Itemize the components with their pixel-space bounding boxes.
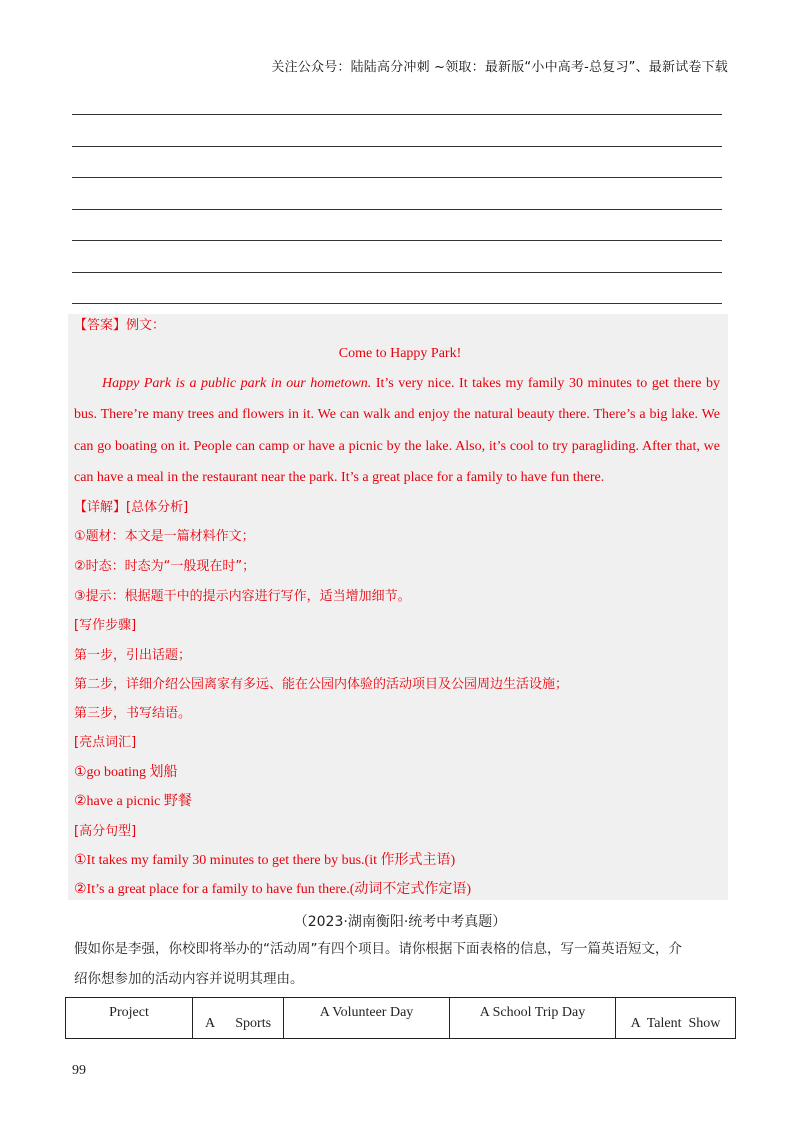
table-cell: A Volunteer Day [284, 998, 450, 1039]
analysis-point: ②时态：时态为“一般现在时”； [74, 559, 256, 574]
sentence-label: [高分句型] [74, 824, 137, 839]
vocab-item: ①go boating 划船 [74, 765, 178, 780]
writing-step: 第一步，引出话题； [74, 648, 192, 663]
essay-italic-sentence: Happy Park is a public park in our hometown. [102, 376, 372, 391]
table-cell: A School Trip Day [450, 998, 616, 1039]
detail-label: 【详解】[总体分析] [74, 500, 189, 515]
writing-line [72, 240, 722, 241]
analysis-point: ③提示：根据题干中的提示内容进行写作，适当增加细节。 [74, 589, 411, 604]
answer-label: 【答案】例文： [74, 318, 166, 333]
analysis-point: ①题材：本文是一篇材料作文； [74, 529, 255, 544]
writing-line [72, 177, 722, 178]
sentence-item: ①It takes my family 30 minutes to get there by bus.(it 作形式主语) [74, 853, 456, 868]
sentence-item: ②It’s a great place for a family to have fun there.(动词不定式作定语) [74, 882, 472, 897]
writing-step: 第二步，详细介绍公园离家有多远、能在公园内体验的活动项目及公园周边生活设施； [74, 677, 569, 692]
project-table [65, 997, 736, 1039]
writing-lines [72, 114, 722, 335]
question-prompt-line: 假如你是李强，你校即将举办的“活动周”有四个项目。请你根据下面表格的信息，写一篇英语短文，介 [74, 941, 682, 957]
table-cell: A Sports [193, 998, 284, 1039]
question-prompt-line: 绍你想参加的活动内容并说明其理由。 [74, 971, 304, 987]
page-header: 关注公众号：陆陆高分冲刺 ~领取：最新版“小中高考-总复习”、最新试卷下载 [271, 60, 728, 75]
vocab-label: [亮点词汇] [74, 735, 137, 750]
vocab-item: ②have a picnic 野餐 [74, 794, 192, 809]
steps-label: [写作步骤] [74, 618, 137, 633]
writing-step: 第三步，书写结语。 [74, 706, 192, 721]
writing-line [72, 303, 722, 304]
question-source: （2023·湖南衡阳·统考中考真题） [293, 914, 507, 930]
writing-line [72, 272, 722, 273]
writing-line [72, 114, 722, 115]
table-cell: Project [66, 998, 193, 1039]
essay-rest: It’s very nice. It takes my family 30 minutes to get there by bus. There’re many trees and flowers in it. We can walk and enjoy the natural beauty there. There’s a big lake. We can go boating on it. People can camp or have a picnic by the lake. Also, it’s cool to try paragliding. After that, we can have a meal in the restaurant near the park. It’s a great place for a family to have fun there. [74, 376, 721, 485]
writing-line [72, 209, 722, 210]
table-row [66, 998, 736, 1039]
essay-body [74, 368, 720, 493]
table-cell: A Talent Show [616, 998, 736, 1039]
page-number: 99 [72, 1063, 86, 1078]
essay-title: Come to Happy Park! [338, 346, 462, 361]
writing-line [72, 146, 722, 147]
